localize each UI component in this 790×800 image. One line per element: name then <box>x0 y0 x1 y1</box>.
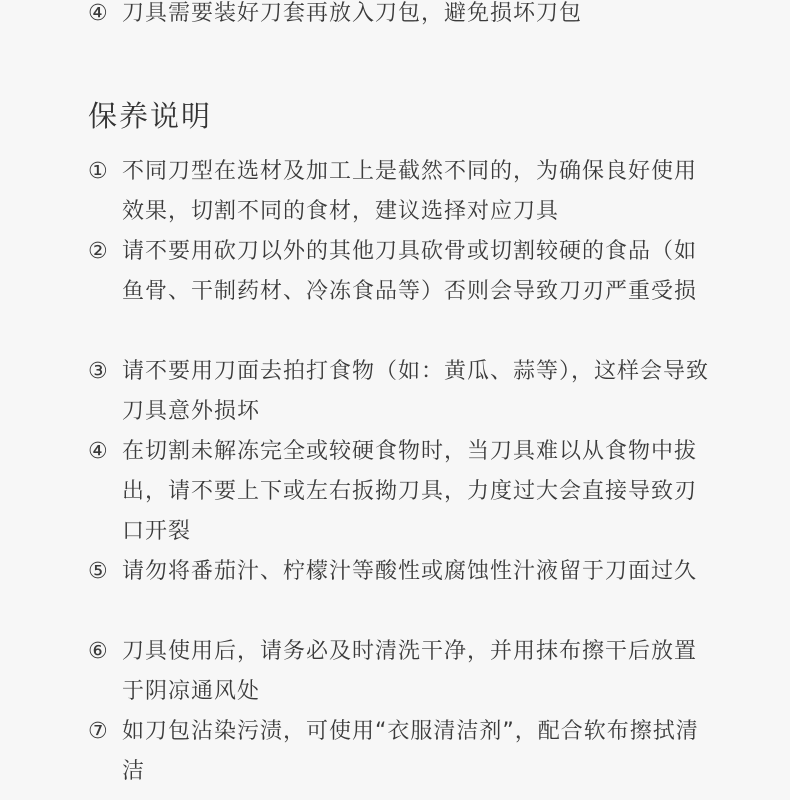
item-number: ⑤ <box>88 559 108 584</box>
list-item-3 <box>88 352 718 432</box>
item-number: ④ <box>88 1 108 26</box>
section-title: 保养说明 <box>88 99 213 133</box>
item-number: ③ <box>88 359 108 384</box>
item-text: 不同刀型在选材及加工上是截然不同的，为确保良好使用效果，切割不同的食材，建议选择对应刀具 <box>122 159 698 224</box>
item-number: ⑦ <box>88 719 108 744</box>
list-item-6 <box>88 632 718 712</box>
list-item-top <box>88 0 718 34</box>
item-text: 请勿将番茄汁、柠檬汁等酸性或腐蚀性汁液留于刀面过久 <box>122 559 698 584</box>
list-item-5 <box>88 552 718 592</box>
item-number: ④ <box>88 439 108 464</box>
item-number: ⑥ <box>88 639 108 664</box>
list-item-4 <box>88 432 718 552</box>
item-text: 刀具使用后，请务必及时清洗干净，并用抹布擦干后放置于阴凉通风处 <box>122 639 698 704</box>
list-item-1 <box>88 152 718 232</box>
item-text: 在切割未解冻完全或较硬食物时，当刀具难以从食物中拔出，请不要上下或左右扳拗刀具，力度过大会直接导致刃口开裂 <box>122 439 698 544</box>
list-item-7 <box>88 712 718 792</box>
item-number: ② <box>88 239 108 264</box>
item-number: ① <box>88 159 108 184</box>
item-text: 刀具需要装好刀套再放入刀包，避免损坏刀包 <box>122 1 583 26</box>
item-text: 请不要用刀面去拍打食物（如：黄瓜、蒜等），这样会导致刀具意外损坏 <box>122 359 710 424</box>
item-text: 请不要用砍刀以外的其他刀具砍骨或切割较硬的食品（如鱼骨、干制药材、冷冻食品等）否则会导致刀刃严重受损 <box>122 239 698 304</box>
item-text: 如刀包沾染污渍，可使用“衣服清洁剂”，配合软布擦拭清洁 <box>122 719 699 784</box>
list-item-2 <box>88 232 718 312</box>
